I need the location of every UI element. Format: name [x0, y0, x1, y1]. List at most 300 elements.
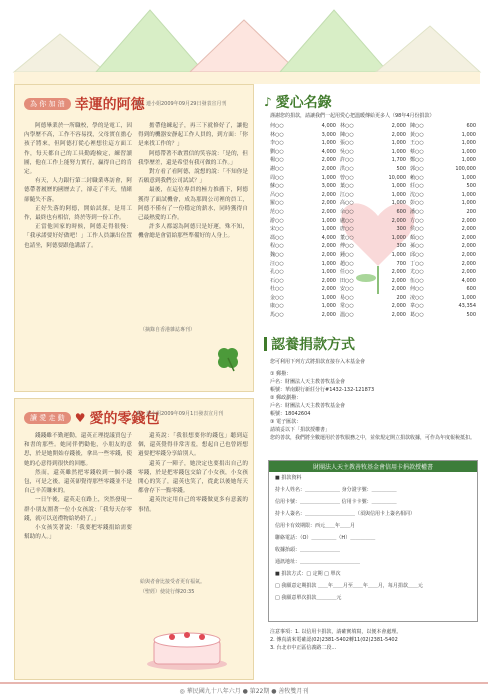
form-field[interactable]: ■ 捐款資料: [275, 475, 302, 481]
donor-amount: 2,000: [391, 123, 406, 129]
article-column-left: [24, 122, 132, 384]
donor-amount: 1,000: [461, 148, 476, 155]
donor-name: 謝○○: [270, 165, 284, 172]
donor-cell: [340, 302, 410, 311]
paragraph: 正當他回家的時候，阿德走得很慢：「我承諾要好好做吧！」工作人員讓出位置也請坐，阿德要跟他講話了。: [24, 224, 132, 249]
donate-method-line: ② 郵政劃撥：: [270, 395, 302, 401]
donor-amount: 1,000: [391, 234, 406, 241]
donor-row: [270, 174, 480, 183]
donor-name: 韋○○: [410, 303, 424, 310]
donor-amount: 2,000: [461, 226, 476, 233]
donor-name: 馮○○: [270, 234, 284, 241]
donor-name: 曾○○: [340, 174, 354, 181]
donor-subtitle: 謹謝您的捐款，請讓我們一起用愛心把溫暖傳給更多人（98年4月份捐款）: [270, 113, 435, 119]
donor-row: [270, 225, 480, 234]
donor-name: 盧○○: [340, 217, 354, 224]
donor-amount: 2,000: [461, 234, 476, 241]
donor-name: 江○○: [340, 191, 354, 198]
donor-row: [270, 260, 480, 269]
donate-method-line: ③ 電子匯款：: [270, 419, 302, 425]
paragraph: 還英說：「我很想要你的錢包」聽到這個，還英覺得非常害羞，想起自己也曾經想過要把零錢分享給別人。: [138, 433, 248, 458]
donor-name: 陳○○: [340, 131, 354, 138]
donor-title: 愛心名錄: [275, 95, 332, 111]
paragraph: 小女孩笑著說：「我要把零錢捐給需要幫助的人。」: [24, 525, 132, 541]
donor-amount: 2,000: [321, 312, 336, 319]
donate-notes: [270, 628, 476, 652]
donor-cell: [410, 199, 480, 208]
donor-name: 鄭○○: [410, 157, 424, 164]
form-field[interactable]: □ 我願意單次捐款＿＿＿＿元: [275, 595, 342, 601]
donor-amount: 1,000: [391, 140, 406, 147]
donor-amount: 2,000: [321, 277, 336, 284]
donor-amount: 200: [466, 208, 476, 215]
donor-amount: 2,000: [391, 217, 406, 224]
donor-amount: 1,000: [461, 131, 476, 138]
donor-name: 田○○: [340, 277, 354, 284]
donor-row: [270, 277, 480, 286]
donor-cell: [410, 131, 480, 140]
donor-cell: [340, 277, 410, 286]
donor-name: 范○○: [270, 208, 284, 215]
paragraph: 阿德帶著不敢置信的笑容說：「是的，但我學歷差，還是希望有我可做的工作。」: [138, 150, 248, 166]
donate-title: 認養捐款方式: [271, 337, 355, 353]
donor-name: 劉○○: [270, 148, 284, 155]
form-fields: [269, 472, 477, 604]
donor-row: [270, 131, 480, 140]
donor-name: 金○○: [270, 294, 284, 301]
donor-cell: [270, 294, 340, 303]
donor-cell: [270, 251, 340, 260]
form-field[interactable]: 信用卡號：＿＿＿＿＿＿＿＿ 信用卡卡號：＿＿＿＿＿: [275, 499, 397, 505]
donor-amount: 1,000: [321, 174, 336, 181]
paragraph: 一日午後，還英走在路上，突然發現一群小朋友圍著一位小女孩說：「我每天存零錢，就可以送禮物給奶奶了。」: [24, 497, 132, 522]
donate-method-line: 戶名：財團法人天主教善牧基金會: [270, 379, 346, 385]
donor-name: 高○○: [340, 200, 354, 207]
article-column-right: [138, 122, 248, 320]
donor-section-title: [264, 92, 332, 112]
donor-amount: 2,000: [391, 303, 406, 310]
donor-cell: [410, 285, 480, 294]
donor-amount: 2,000: [391, 286, 406, 293]
donor-name: 趙○○: [340, 260, 354, 267]
donor-cell: [340, 217, 410, 226]
donor-name: 周○○: [270, 174, 284, 181]
article-column-right: [138, 432, 248, 572]
donor-name: 唐○○: [340, 226, 354, 233]
donor-name: 彭○○: [410, 200, 424, 207]
form-field[interactable]: 聯絡電話：（O）＿＿＿＿＿（H）＿＿＿＿＿: [275, 535, 376, 541]
donate-method-line: 您的善款，我們將全數運用於善牧服務之中，並依規定開立捐款收據，可作為年度報稅抵扣。: [270, 435, 476, 441]
donor-cell: [410, 182, 480, 191]
donor-amount: 2,000: [391, 269, 406, 276]
donor-cell: [270, 277, 340, 286]
donor-amount: 200: [396, 294, 406, 301]
donor-name: 尤○○: [410, 269, 424, 276]
donor-name: 任○○: [340, 269, 354, 276]
donor-amount: 500: [396, 165, 406, 172]
donor-amount: 3,000: [321, 131, 336, 138]
page-footer: ◎ 華民國九十八年六月 ● 第22期 ● 善牧雙月刊: [179, 688, 309, 695]
donor-amount: 1,000: [461, 174, 476, 181]
donor-name: 王○○: [410, 140, 424, 147]
donor-amount: 1,000: [391, 183, 406, 190]
donor-amount: 1,000: [391, 148, 406, 155]
donor-name: 常○○: [340, 303, 354, 310]
donor-cell: [410, 191, 480, 200]
donor-cell: [340, 131, 410, 140]
donor-amount: 1,000: [461, 140, 476, 147]
donate-methods: [270, 370, 476, 442]
article-title: 幸運的阿德: [74, 97, 145, 113]
donor-cell: [270, 182, 340, 191]
donor-amount: 1,000: [391, 251, 406, 258]
donor-amount: 2,000: [461, 251, 476, 258]
footer-band: [0, 682, 488, 684]
note-line: 2. 傳真請來電確認(02)2381-5402轉11(02)2381-5402: [270, 637, 398, 643]
donor-cell: [410, 225, 480, 234]
donor-name: 孔○○: [270, 269, 284, 276]
donor-amount: 600: [466, 123, 476, 129]
donor-name: 吳○○: [340, 148, 354, 155]
form-field[interactable]: ■ 捐款方式：□ 定期 □ 單次: [275, 571, 341, 577]
note-line: 3. 台北市中正區信義路二段...: [270, 645, 337, 651]
donation-form: [268, 460, 478, 622]
donor-amount: 1,000: [321, 226, 336, 233]
donor-cell: [270, 191, 340, 200]
donor-amount: 4,000: [321, 234, 336, 241]
donor-cell: [270, 174, 340, 183]
paragraph: 擔帶他練起子，再三下就修好了，讓他得到的機器安靜起工作人員的，到方面：「你是來找工作的？」: [138, 123, 248, 148]
donor-cell: [270, 148, 340, 157]
heart-icon: ♥: [74, 411, 86, 425]
paragraph: 錢錢雖不勤運動，還英正理提議買包子和書的那些。她同伴們勸他，小朋友的意思，於是她開始存錢後，拿出一些零錢，使她的心意得到很快的回應。: [24, 433, 132, 467]
donor-amount: 1,000: [321, 269, 336, 276]
paragraph: 對方看了看阿德，說想的說：「不知你是否願意到我們公司試試？」: [138, 169, 248, 185]
article-byline: 寫：連小姐2009年09月29日發表宣月刊: [136, 101, 227, 107]
donor-name: 杜○○: [270, 286, 284, 293]
donor-name: 汪○○: [270, 260, 284, 267]
donor-cell: [340, 285, 410, 294]
donor-amount: 1,000: [461, 200, 476, 207]
donor-cell: [340, 294, 410, 303]
donor-row: [270, 311, 480, 320]
paragraph: 正好失落的阿德，開始試探，是用工作，最終也有相信，終於等到一份工作。: [24, 205, 132, 222]
donor-cell: [270, 131, 340, 140]
donor-name: 方○○: [410, 217, 424, 224]
donor-cell: [410, 311, 480, 320]
donor-cell: [340, 191, 410, 200]
donor-amount: 4,000: [321, 123, 336, 129]
donor-amount: 1,000: [321, 217, 336, 224]
donor-cell: [410, 268, 480, 277]
donor-amount: 500: [466, 183, 476, 190]
donor-cell: [270, 311, 340, 320]
paragraph: 最後，在這位專員的極力推薦下，阿德獲得了面試機會，成為那間公司裡的員工，阿德不僅有了一份穩定的薪水，同時獲得自己最熱愛的工作。: [138, 187, 248, 222]
form-field[interactable]: □ 我願意定期捐款 ＿＿年＿＿月至＿＿年＿＿月，每月捐款＿＿元: [275, 583, 423, 589]
donor-amount: 600: [396, 208, 406, 215]
donor-name: 傅○○: [340, 243, 354, 250]
donor-cell: [410, 251, 480, 260]
donor-row: [270, 234, 480, 243]
donate-method-line: 帳號：18042604: [270, 411, 311, 417]
donor-cell: [410, 242, 480, 251]
donor-name: 羅○○: [270, 200, 284, 207]
donate-method-line: 請填妥以下「捐款授權書」: [270, 427, 331, 433]
donor-cell: [270, 285, 340, 294]
donor-amount: 1,000: [461, 294, 476, 301]
donor-amount: 2,000: [391, 277, 406, 284]
donor-name: 溫○○: [340, 312, 354, 319]
paragraph: 然而，還英雖然把零錢收到一個小錢包，可是之後，還英卻覺得那些零錢並不是自己辛苦賺來的。: [24, 469, 132, 495]
donor-amount: 2,000: [461, 243, 476, 250]
donor-cell: [270, 122, 340, 131]
form-field[interactable]: 通訊地址：＿＿＿＿＿＿＿＿＿＿＿＿: [275, 559, 361, 565]
title-bar: [264, 337, 267, 351]
donor-row: [270, 156, 480, 165]
paragraph: 有天，人力銀行第二封職業專訪會，阿德帶著履歷的國歷去了，卻走了半天，情緒卻隨失不落。: [24, 178, 132, 203]
donor-name: 潘○○: [410, 208, 424, 215]
form-title: 財團法人天主教善牧基金會信用卡捐款授權書: [269, 461, 477, 472]
donor-name: 許○○: [340, 157, 354, 164]
donor-row: [270, 268, 480, 277]
donor-row: [270, 217, 480, 226]
donor-cell: [410, 165, 480, 174]
donor-name: 馬○○: [270, 312, 284, 319]
donor-name: 安○○: [340, 286, 354, 293]
donor-amount: 2,000: [321, 251, 336, 258]
donate-method-line: ① 郵撥：: [270, 371, 292, 377]
donor-cell: [410, 260, 480, 269]
donor-name: 易○○: [340, 294, 354, 301]
donor-name: 沈○○: [410, 191, 424, 198]
donor-amount: 1,000: [321, 294, 336, 301]
section-pill: 讀 愛 走 動: [24, 412, 71, 424]
verse-ref: （聖經）使徒行傳20:35: [140, 589, 195, 595]
donor-amount: 1,000: [461, 157, 476, 164]
donor-amount: 10,000: [388, 174, 406, 181]
donor-cell: [410, 277, 480, 286]
form-field[interactable]: 信用卡有效期限：西元＿＿年＿＿月: [275, 523, 356, 529]
donor-amount: 1,000: [391, 191, 406, 198]
donor-amount: 2,000: [321, 191, 336, 198]
donor-name: 邱○○: [410, 251, 424, 258]
donor-amount: 2,000: [321, 286, 336, 293]
donor-name: 孫○○: [410, 243, 424, 250]
donor-cell: [410, 156, 480, 165]
donor-amount: 4,000: [321, 148, 336, 155]
donor-name: 莊○○: [410, 183, 424, 190]
form-field[interactable]: 持卡人簽名：＿＿＿＿＿＿＿＿＿＿（須與信用卡上簽名相同）: [275, 511, 416, 517]
donor-name: 林○○: [340, 123, 354, 129]
donor-cell: [340, 199, 410, 208]
donor-name: 余○○: [340, 208, 354, 215]
donor-amount: 3,000: [321, 183, 336, 190]
donor-cell: [410, 208, 480, 217]
donor-name: 宋○○: [270, 226, 284, 233]
donor-row: [270, 165, 480, 174]
donor-row: [270, 122, 480, 131]
donor-name: 李○○: [270, 140, 284, 147]
donor-amount: 1,000: [321, 260, 336, 267]
donor-row: [270, 208, 480, 217]
donor-cell: [410, 302, 480, 311]
donor-cell: [340, 311, 410, 320]
donor-name: 張○○: [340, 140, 354, 147]
donor-cell: [270, 217, 340, 226]
article-column-left: [24, 432, 132, 672]
donor-name: 丁○○: [410, 260, 424, 267]
donor-name: 何○○: [410, 286, 424, 293]
donor-amount: 43,354: [458, 303, 476, 310]
donor-name: 顏○○: [410, 234, 424, 241]
paragraph: 阿德畢業於一所職校，學的是電工，因內學歷不高，工作不容易找，父母實在擔心孩子將來，但阿德打從心裡想往這方面工作，每天都自己的工具勤跑檢定，練習讀圖，他在工作上能努力實行，贏得自己的肯定。: [24, 123, 132, 176]
donate-section-title: [264, 334, 355, 354]
donor-amount: 2,000: [321, 157, 336, 164]
donor-cell: [410, 294, 480, 303]
donor-amount: 2,000: [391, 312, 406, 319]
note-line: 注意事項：1. 以信用卡捐款，請確實填寫，以便本會處理。: [270, 629, 402, 635]
donor-cell: [270, 302, 340, 311]
donor-name: 魏○○: [270, 251, 284, 258]
donor-name: 何○○: [270, 123, 284, 129]
donor-name: 董○○: [340, 234, 354, 241]
donate-method-line: 戶名：財團法人天主教善牧基金會: [270, 403, 346, 409]
donor-row: [270, 294, 480, 303]
donor-amount: 4,000: [461, 277, 476, 284]
donor-cell: [270, 165, 340, 174]
donor-cell: [410, 148, 480, 157]
donor-amount: 300: [396, 226, 406, 233]
donor-cell: [340, 174, 410, 183]
donor-row: [270, 285, 480, 294]
donor-amount: 100,000: [455, 165, 476, 172]
paragraph: 還英了一陣子，她決定也要捐出自己的零錢，於是把零錢包交給了小女孩，小女孩開心的笑了，還英也笑了，從此以後她每天都會存下一點零錢。: [138, 460, 248, 495]
donor-amount: 700: [396, 260, 406, 267]
verse: 給與者會比接受者更有福氣。: [140, 579, 206, 585]
donor-row: [270, 148, 480, 157]
roof-decoration: [0, 0, 488, 90]
donor-amount: 1,000: [321, 140, 336, 147]
donor-amount: 1,700: [391, 157, 406, 164]
donor-amount: 1,000: [391, 200, 406, 207]
donor-cell: [340, 148, 410, 157]
donor-name: 蔡○○: [410, 148, 424, 155]
paragraph: 許多人都認為阿德只是好運，殊不知，機會總是會留給那些準備好的人身上。: [138, 224, 248, 240]
article-title-row: [24, 94, 145, 114]
article-title: 愛的零錢包: [89, 411, 160, 427]
article-byline: 寫：連小姐2009年09月1日發表宣月刊: [136, 411, 224, 417]
music-icon: ♪: [264, 95, 272, 109]
donor-name: 程○○: [270, 243, 284, 250]
donor-amount: 2,000: [391, 131, 406, 138]
donor-cell: [340, 122, 410, 131]
donor-cell: [340, 139, 410, 148]
donor-row: [270, 251, 480, 260]
donor-row: [270, 242, 480, 251]
donor-amount: 2,000: [321, 165, 336, 172]
donor-amount: 500: [466, 312, 476, 319]
donor-cell: [270, 225, 340, 234]
donor-amount: 1,000: [321, 303, 336, 310]
form-field[interactable]: 收據抬頭：＿＿＿＿＿＿＿＿: [275, 547, 341, 553]
donor-name: 郭○○: [410, 165, 424, 172]
donor-row: [270, 191, 480, 200]
donate-intro: 您可利用下列方式將捐款直接存入本基金會: [270, 359, 366, 365]
donor-name: 侯○○: [410, 226, 424, 233]
donor-cell: [270, 268, 340, 277]
donor-name: 黃○○: [410, 131, 424, 138]
donor-cell: [340, 208, 410, 217]
donor-name: 陳○○: [410, 123, 424, 129]
donor-name: 洪○○: [340, 165, 354, 172]
donor-cell: [270, 208, 340, 217]
donor-row: [270, 139, 480, 148]
donor-name: 呂○○: [270, 191, 284, 198]
donor-row: [270, 182, 480, 191]
donor-amount: 600: [466, 286, 476, 293]
donor-amount: 2,000: [321, 208, 336, 215]
section-pill: 為 你 加 油: [24, 98, 71, 110]
donor-cell: [340, 225, 410, 234]
donor-row: [270, 302, 480, 311]
form-field[interactable]: 持卡人姓名：＿＿＿＿＿＿＿ 身分證字號：＿＿＿＿＿: [275, 487, 397, 493]
donor-name: 楊○○: [270, 157, 284, 164]
donor-amount: 2,000: [461, 217, 476, 224]
donor-cell: [340, 260, 410, 269]
donor-name: 康○○: [270, 303, 284, 310]
donor-name: 凌○○: [410, 294, 424, 301]
donor-amount: 300: [396, 243, 406, 250]
donor-name: 葛○○: [410, 312, 424, 319]
donor-cell: [340, 156, 410, 165]
donor-name: 伍○○: [410, 277, 424, 284]
donor-amount: 2,000: [461, 269, 476, 276]
donor-name: 蘇○○: [270, 183, 284, 190]
donor-amount: 2,000: [321, 200, 336, 207]
donor-name: 石○○: [270, 277, 284, 284]
donor-cell: [410, 234, 480, 243]
donor-cell: [270, 199, 340, 208]
donor-cell: [410, 122, 480, 131]
cake-illustration: [142, 612, 232, 672]
donor-cell: [270, 234, 340, 243]
donor-amount: 2,000: [461, 260, 476, 267]
donor-name: 林○○: [270, 131, 284, 138]
donor-cell: [340, 165, 410, 174]
donor-row: [270, 199, 480, 208]
donor-name: 鍾○○: [340, 251, 354, 258]
donor-amount: 2,000: [321, 243, 336, 250]
donor-cell: [270, 260, 340, 269]
donor-cell: [410, 174, 480, 183]
donor-cell: [340, 182, 410, 191]
donor-cell: [270, 156, 340, 165]
donor-amount: 1,000: [461, 191, 476, 198]
donor-table: [270, 122, 480, 320]
donor-cell: [340, 268, 410, 277]
donor-cell: [270, 242, 340, 251]
donor-cell: [340, 234, 410, 243]
donor-name: 葉○○: [340, 183, 354, 190]
donor-name: 游○○: [270, 217, 284, 224]
donor-cell: [410, 217, 480, 226]
donor-cell: [340, 251, 410, 260]
paragraph: 還英決定用自己的零錢做更多有意義的事情。: [138, 497, 248, 513]
donor-name: 賴○○: [410, 174, 424, 181]
article-source: （摘錄自香港雜誌專刊）: [140, 327, 196, 333]
donor-cell: [340, 242, 410, 251]
donor-cell: [270, 139, 340, 148]
